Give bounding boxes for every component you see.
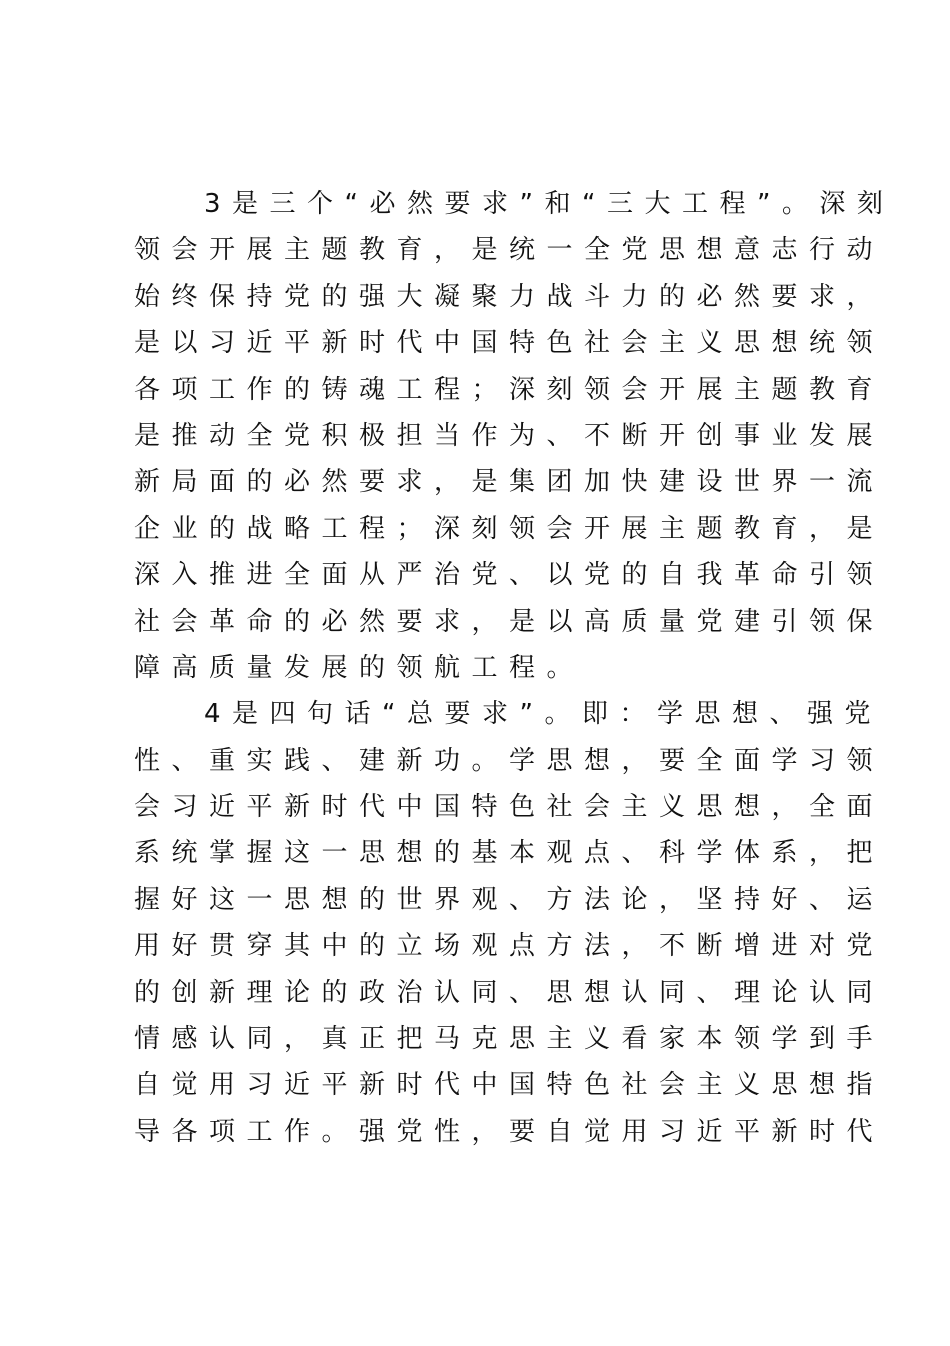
paragraph-line: 始终保持党的强大凝聚力战斗力的必然要求， bbox=[134, 281, 885, 312]
paragraph-line: 情感认同，真正把马克思主义看家本领学到手 bbox=[134, 1024, 885, 1055]
paragraph-line: 是推动全党积极担当作为、不断开创事业发展 bbox=[134, 420, 885, 451]
paragraph-line: 用好贯穿其中的立场观点方法，不断增进对党 bbox=[134, 931, 885, 962]
paragraph-line: 是以习近平新时代中国特色社会主义思想统领 bbox=[134, 328, 885, 359]
paragraph-line: 深入推进全面从严治党、以党的自我革命引领 bbox=[134, 560, 885, 591]
paragraph-3 bbox=[134, 181, 895, 691]
paragraph-line: 系统掌握这一思想的基本观点、科学体系，把 bbox=[134, 838, 885, 869]
paragraph-line: 企业的战略工程；深刻领会开展主题教育，是 bbox=[134, 513, 885, 544]
paragraph-line: 障高质量发展的领航工程。 bbox=[134, 652, 585, 683]
paragraph-line: 各项工作的铸魂工程；深刻领会开展主题教育 bbox=[134, 374, 885, 405]
paragraph-line: 新局面的必然要求，是集团加快建设世界一流 bbox=[134, 467, 885, 498]
document-body bbox=[134, 181, 895, 1155]
paragraph-line: 4是四句话“总要求”。即：学思想、强党 bbox=[204, 699, 882, 730]
paragraph-line: 导各项工作。强党性，要自觉用习近平新时代 bbox=[134, 1116, 885, 1147]
paragraph-line: 会习近平新时代中国特色社会主义思想，全面 bbox=[134, 792, 885, 823]
paragraph-line: 3是三个“必然要求”和“三大工程”。深刻 bbox=[204, 189, 895, 219]
paragraph-line: 性、重实践、建新功。学思想，要全面学习领 bbox=[134, 745, 885, 776]
paragraph-line: 社会革命的必然要求，是以高质量党建引领保 bbox=[134, 606, 885, 637]
paragraph-line: 握好这一思想的世界观、方法论，坚持好、运 bbox=[134, 884, 885, 915]
paragraph-line: 自觉用习近平新时代中国特色社会主义思想指 bbox=[134, 1070, 885, 1101]
paragraph-4 bbox=[134, 691, 885, 1155]
paragraph-line: 的创新理论的政治认同、思想认同、理论认同 bbox=[134, 977, 885, 1008]
paragraph-line: 领会开展主题教育，是统一全党思想意志行动 bbox=[134, 235, 885, 266]
